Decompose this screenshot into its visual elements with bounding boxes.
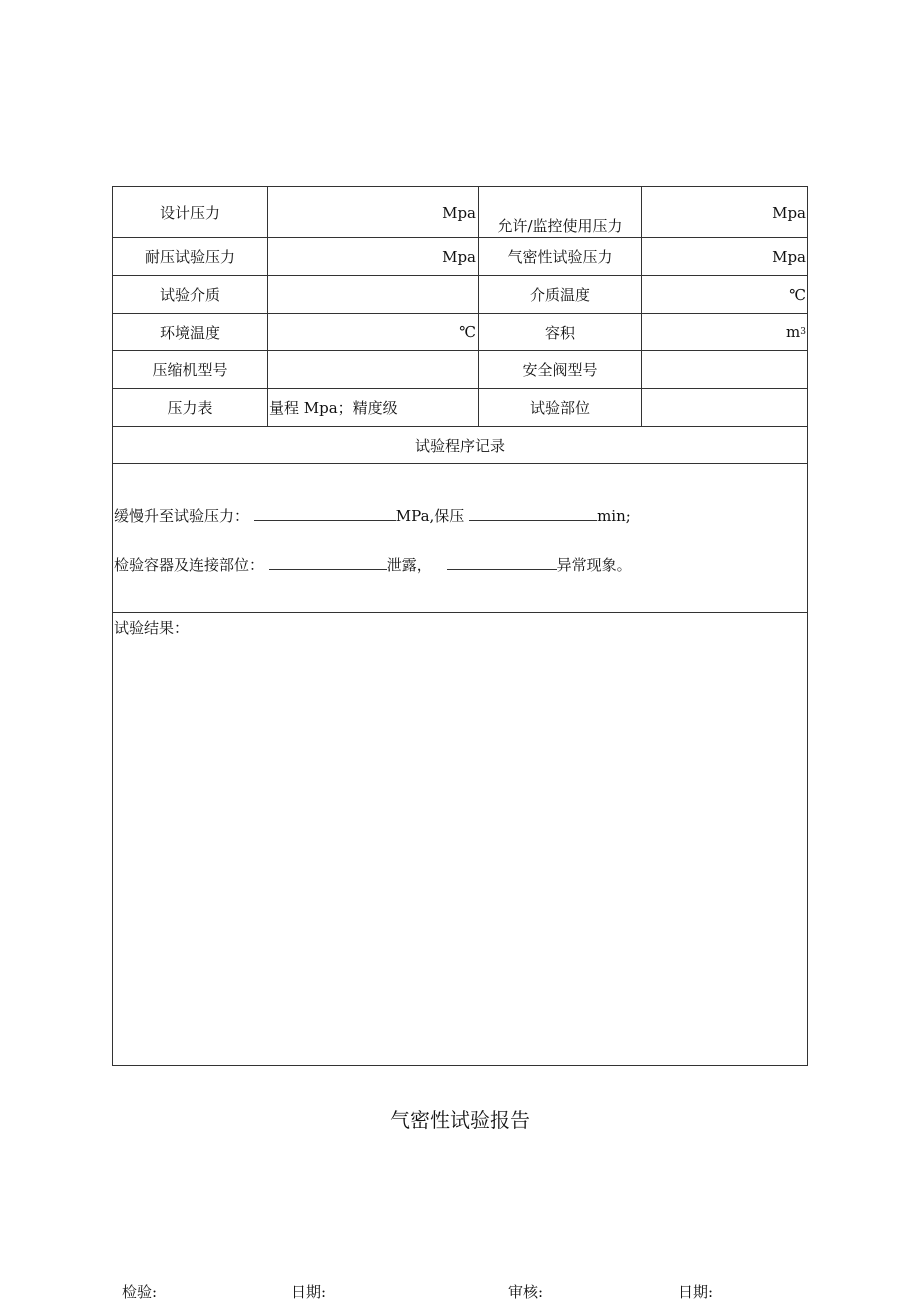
procedure-section-header: 试验程序记录 — [113, 427, 807, 464]
review-date-label: 日期: — [678, 1283, 714, 1301]
row-design-pressure — [113, 187, 807, 238]
test-report-table — [112, 186, 808, 1066]
procedure-line-pressure — [114, 505, 631, 526]
test-location-value — [642, 389, 807, 426]
withstand-pressure-value: Mpa — [268, 238, 479, 275]
leak-blank[interactable] — [269, 555, 387, 570]
procedure-line2-mid: 泄露， — [386, 556, 432, 574]
test-results-label: 试验结果： — [114, 619, 190, 637]
test-medium-label: 试验介质 — [113, 276, 268, 313]
safety-valve-model-value — [642, 351, 807, 388]
allowed-pressure-label: 允许/监控使用压力 — [479, 187, 642, 237]
pressure-gauge-value: 量程 Mpa；精度级 — [268, 389, 479, 426]
volume-label: 容积 — [479, 314, 642, 350]
withstand-pressure-label: 耐压试验压力 — [113, 238, 268, 275]
procedure-line2-suffix: 异常现象。 — [556, 556, 632, 574]
inspection-date-label: 日期: — [291, 1283, 327, 1301]
procedure-line1-mid: MPa,保压 — [395, 507, 465, 525]
procedure-line1-prefix: 缓慢升至试验压力： — [114, 507, 250, 525]
safety-valve-model-label: 安全阀型号 — [479, 351, 642, 388]
volume-unit-exponent: 3 — [800, 327, 806, 337]
compressor-model-label: 压缩机型号 — [113, 351, 268, 388]
inspector-label: 检验: — [122, 1283, 158, 1301]
design-pressure-label: 设计压力 — [113, 187, 268, 237]
airtight-pressure-value: Mpa — [772, 247, 806, 266]
medium-temperature-label: 介质温度 — [479, 276, 642, 313]
medium-temperature-value: ℃ — [789, 285, 806, 304]
test-location-label: 试验部位 — [479, 389, 642, 426]
procedure-line-inspection — [114, 554, 632, 575]
ambient-temperature-label: 环境温度 — [113, 314, 268, 350]
row-environment — [113, 314, 807, 351]
procedure-line1-suffix: min; — [597, 507, 631, 525]
procedure-record — [113, 464, 807, 613]
test-medium-value — [268, 276, 479, 313]
row-gauge — [113, 389, 807, 427]
compressor-model-value — [268, 351, 479, 388]
document-title: 气密性试验报告 — [390, 1108, 530, 1132]
row-test-pressure — [113, 238, 807, 276]
airtight-pressure-label: 气密性试验压力 — [479, 238, 642, 275]
volume-value — [642, 314, 807, 350]
procedure-line2-prefix: 检验容器及连接部位： — [114, 556, 265, 574]
design-pressure-value: Mpa — [268, 187, 479, 237]
test-results-area[interactable] — [113, 613, 807, 1065]
pressure-gauge-label: 压力表 — [113, 389, 268, 426]
allowed-pressure-value: Mpa — [772, 204, 806, 222]
ambient-temperature-value: ℃ — [268, 314, 479, 350]
volume-unit: m — [786, 323, 801, 341]
abnormal-blank[interactable] — [447, 555, 557, 570]
reviewer-label: 审核: — [508, 1283, 544, 1301]
row-equipment-model — [113, 351, 807, 389]
test-pressure-blank[interactable] — [254, 506, 396, 521]
row-medium — [113, 276, 807, 314]
hold-time-blank[interactable] — [469, 506, 597, 521]
